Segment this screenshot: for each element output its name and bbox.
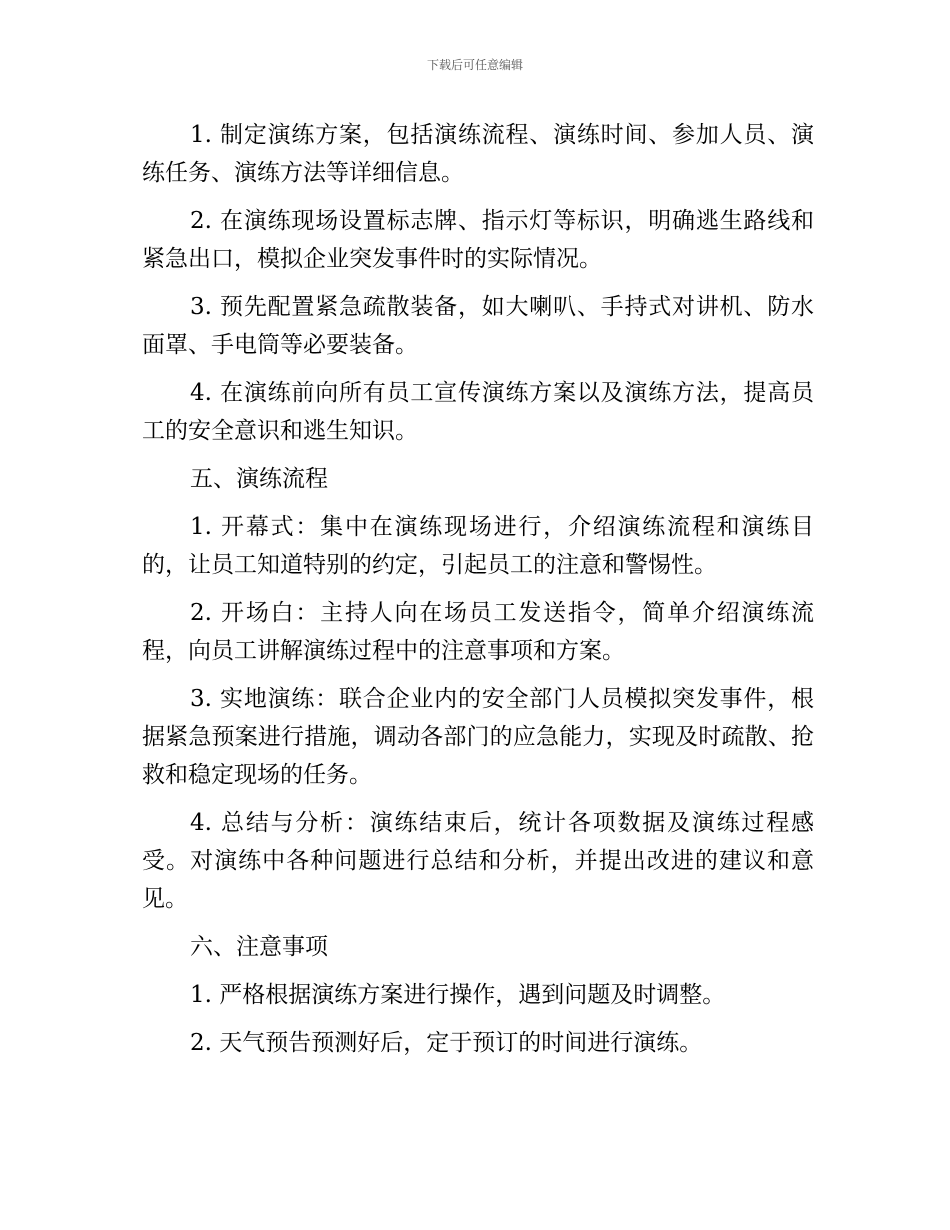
paragraph-note-1: 1. 严格根据演练方案进行操作，遇到问题及时调整。 bbox=[190, 982, 726, 1008]
paragraph-note-2: 2. 天气预告预测好后，定于预订的时间进行演练。 bbox=[190, 1030, 703, 1056]
paragraph-field-drill: 3. 实地演练：联合企业内的安全部门人员模拟突发事件，根据紧急预案进行措施，调动各部门的应急能力，实现及时疏散、抢救和稳定现场的任务。 bbox=[142, 686, 814, 788]
document-body bbox=[142, 116, 814, 1072]
section-heading-notes: 六、注意事项 bbox=[190, 934, 328, 960]
section-heading-process: 五、演练流程 bbox=[190, 466, 328, 492]
paragraph-publicity: 4. 在演练前向所有员工宣传演练方案以及演练方法，提高员工的安全意识和逃生知识。 bbox=[142, 380, 814, 444]
paragraph-summary: 4. 总结与分析：演练结束后，统计各项数据及演练过程感受。对演练中各种问题进行总结和分析，并提出改进的建议和意见。 bbox=[142, 810, 814, 912]
page-header-note: 下载后可任意编辑 bbox=[426, 58, 523, 72]
paragraph-equipment: 3. 预先配置紧急疏散装备，如大喇叭、手持式对讲机、防水面罩、手电筒等必要装备。 bbox=[142, 294, 814, 358]
paragraph-plan: 1. 制定演练方案，包括演练流程、演练时间、参加人员、演练任务、演练方法等详细信息。 bbox=[142, 122, 814, 186]
paragraph-prologue: 2. 开场白：主持人向在场员工发送指令，简单介绍演练流程，向员工讲解演练过程中的注意事项和方案。 bbox=[142, 600, 814, 664]
paragraph-signage: 2. 在演练现场设置标志牌、指示灯等标识，明确逃生路线和紧急出口，模拟企业突发事件时的实际情况。 bbox=[142, 208, 814, 272]
paragraph-opening: 1. 开幕式：集中在演练现场进行，介绍演练流程和演练目的，让员工知道特别的约定，引起员工的注意和警惕性。 bbox=[142, 514, 814, 578]
